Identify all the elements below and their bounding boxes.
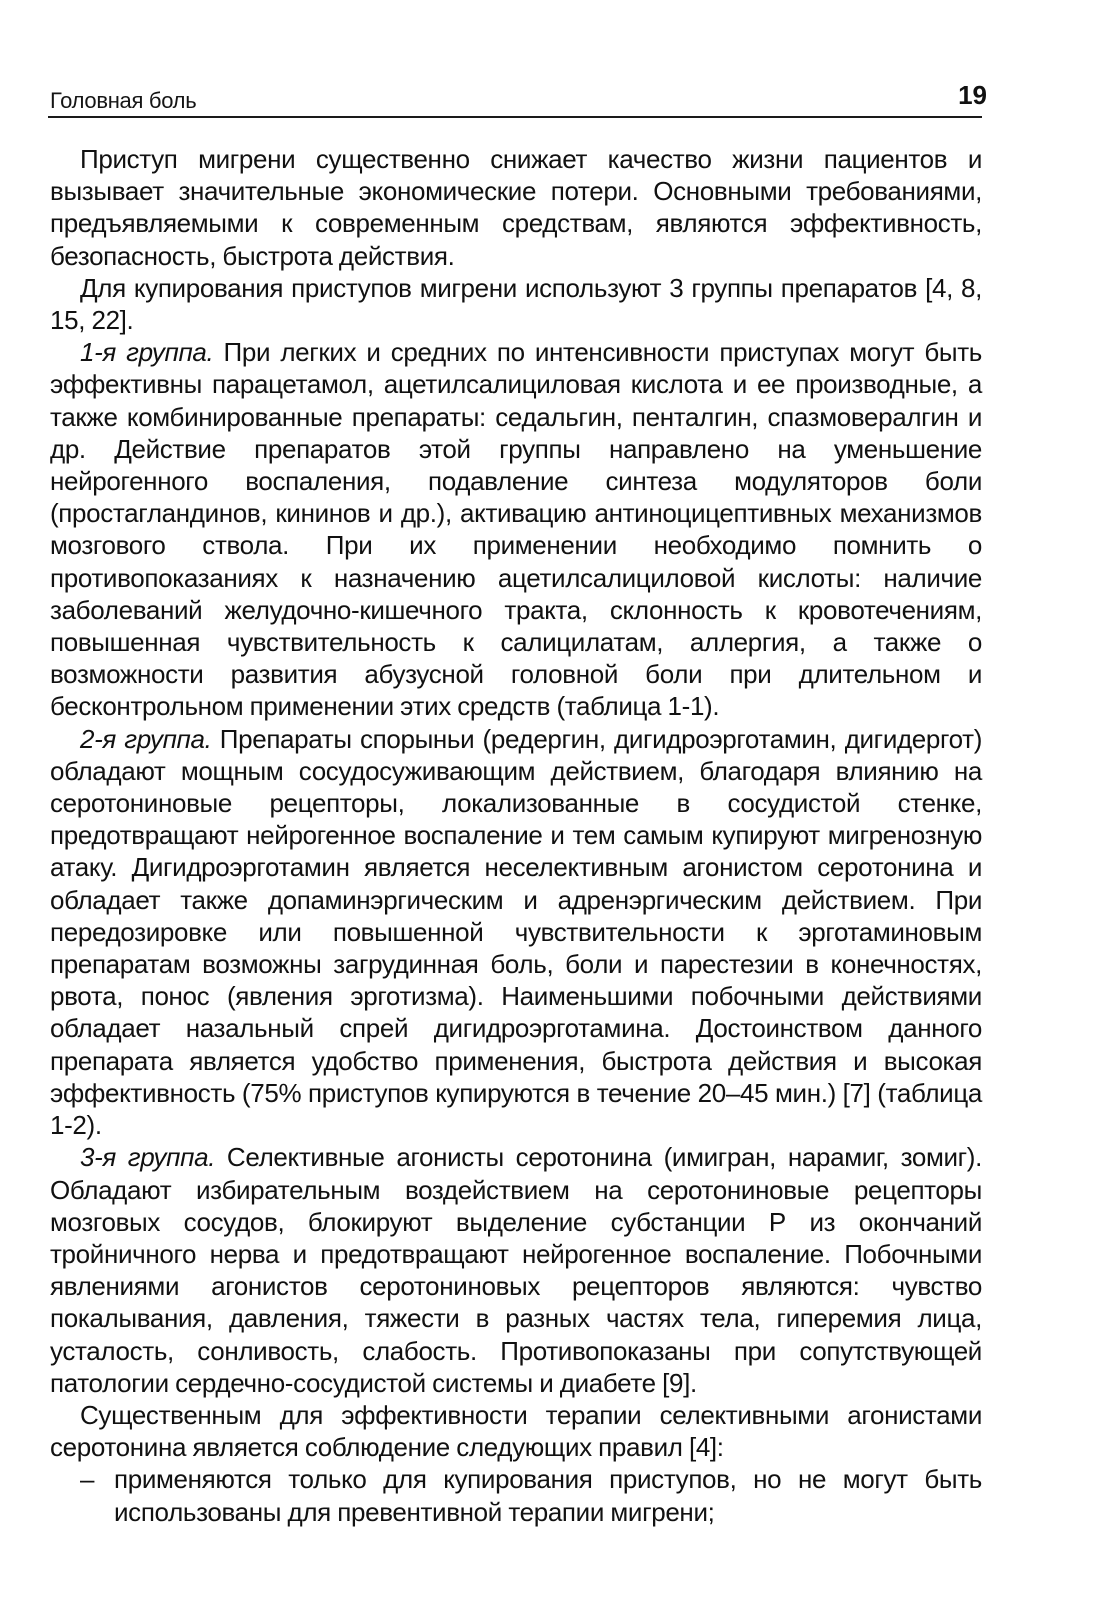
paragraph-group-3 <box>50 1141 982 1399</box>
page-number: 19 <box>958 80 987 110</box>
group-2-lead: 2-я группа. <box>80 723 212 754</box>
paragraph-group-1 <box>50 336 982 722</box>
paragraph-rules: Существенным для эффективности терапии селективными агонистами серотонина является соблюдение следующих правил [4]: <box>50 1399 982 1463</box>
group-3-text: Селективные агонисты серотонина (имигран, нарамиг, зомиг). Обладают избирательным воздействием на серотониновые рецепторы мозговых сосудов, блокируют выделение субстанции Р из окончаний тройничного нерва и предотвращают нейрогенное воспаление. Побочными явлениями агонистов серотониновых рецепторов являются: чувство покалывания, давления, тяжести в разных частях тела, гиперемия лица, усталость, сонливость, слабость. Противопоказаны при сопутствующей патологии сердечно-сосудистой системы и диабете [9]. <box>50 1142 982 1398</box>
paragraph-intro: Приступ мигрени существенно снижает качество жизни пациентов и вызывает значительные экономические потери. Основными требованиями, предъявляемыми к современным средствам, являются эффективность, безопасность, быстрота действия. <box>50 144 982 271</box>
list-item-text: применяются только для купирования приступов, но не могут быть использованы для превентивной терапии мигрени; <box>114 1464 982 1527</box>
group-1-lead: 1-я группа. <box>80 337 214 368</box>
group-1-text: При легких и средних по интенсивности приступах могут быть эффективны парацетамол, ацетилсалициловая кислота и ее производные, а также комбинированные препараты: седальгин, пенталгин, спазмовералгин и др. Действие препаратов этой группы направлено на уменьшение нейрогенного воспаления, подавление синтеза модуляторов боли (простагландинов, кининов и др.), активацию антиноцицептивных механизмов мозгового ствола. При их применении необходимо помнить о противопоказаниях к назначению ацетилсалициловой кислоты: наличие заболеваний желудочно-кишечного тракта, склонность к кровотечениям, повышенная чувствительность к салицилатам, аллергия, а также о возможности развития абузусной головной боли при длительном и бесконтрольном применении этих средств (таблица 1-1). <box>50 337 982 722</box>
bullet-dash: – <box>80 1464 95 1495</box>
list-item <box>50 1463 982 1527</box>
paragraph-groups: Для купирования приступов мигрени используют 3 группы препаратов [4, 8, 15, 22]. <box>50 272 982 336</box>
header-rule <box>48 116 982 118</box>
running-title: Головная боль <box>50 88 197 113</box>
paragraph-group-2 <box>50 723 982 1142</box>
body-text <box>50 143 982 1528</box>
group-3-lead: 3-я группа. <box>80 1142 216 1173</box>
group-2-text: Препараты спорыньи (редергин, дигидроэрготамин, дигидергот) обладают мощным сосудосуживающим действием, благодаря влиянию на серотониновые рецепторы, локализованные в сосудистой стенке, предотвращают нейрогенное воспаление и тем самым купируют мигренозную атаку. Дигидроэрготамин является неселективным агонистом серотонина и обладает также допаминэргическим и адренэргическим действием. При передозировке или повышенной чувствительности к эрготаминовым препаратам возможны загрудинная боль, боли и парестезии в конечностях, рвота, понос (явления эрготизма). Наименьшими побочными действиями обладает назальный спрей дигидроэрготамина. Достоинством данного препарата является удобство применения, быстрота действия и высокая эффективность (75% приступов купируются в течение 20–45 мин.) [7] (таблица 1-2). <box>50 723 982 1141</box>
